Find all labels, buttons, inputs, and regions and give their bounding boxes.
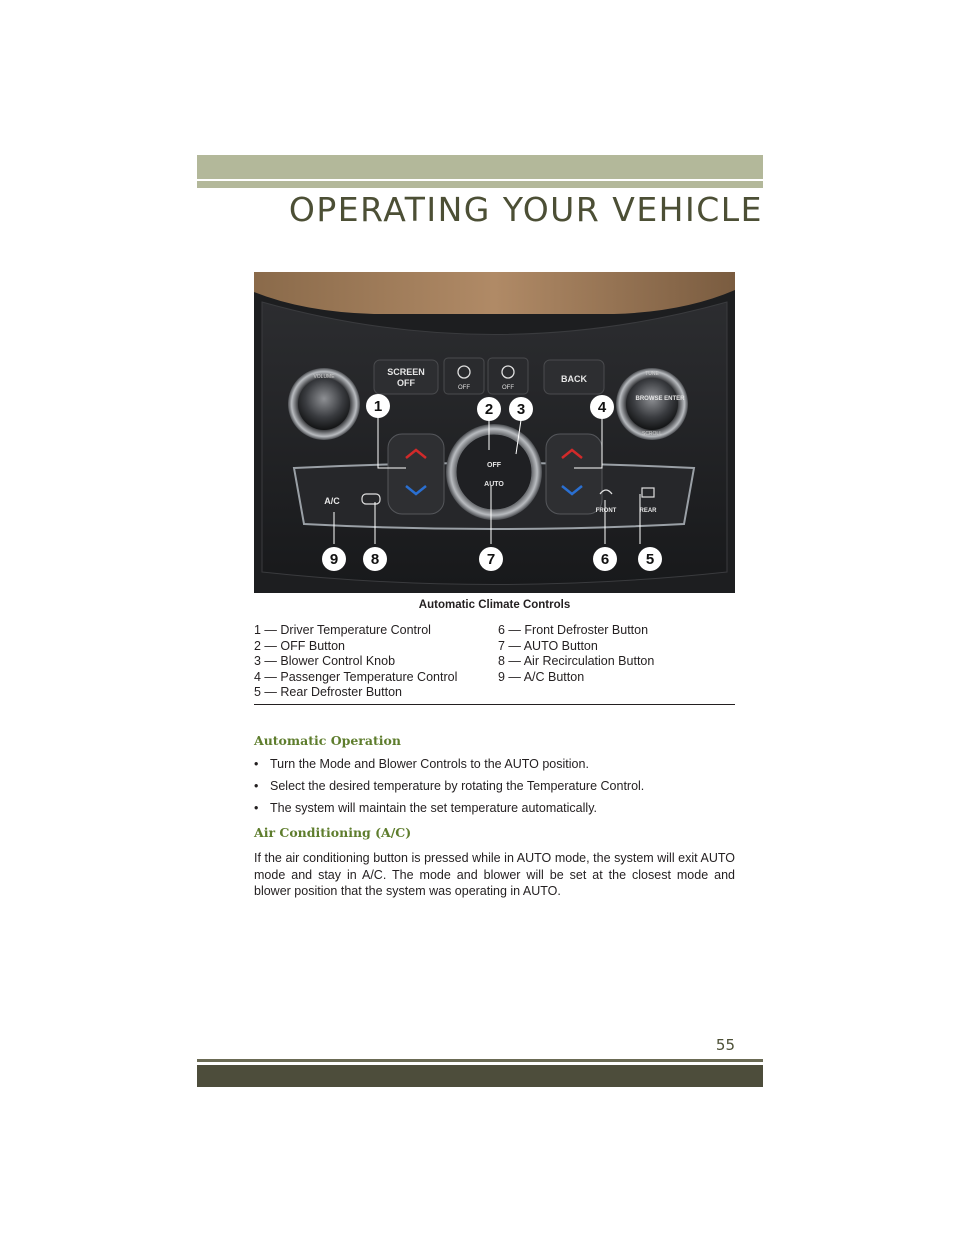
auto-label: AUTO <box>484 481 504 488</box>
svg-text:9: 9 <box>329 551 339 568</box>
header-bar-rule <box>197 181 763 188</box>
legend-column-right <box>498 623 654 685</box>
bullet-item: • The system will maintain the set temperature automatically. <box>254 801 597 815</box>
tune-knob <box>626 378 678 430</box>
footer-bar <box>197 1065 763 1087</box>
svg-text:OFF: OFF <box>458 385 470 391</box>
ac-label: A/C <box>324 496 340 506</box>
svg-text:7: 7 <box>486 551 496 568</box>
svg-text:2: 2 <box>484 401 494 418</box>
legend-item: 5 — Rear Defroster Button <box>254 685 402 699</box>
legend-item: 1 — Driver Temperature Control <box>254 623 431 637</box>
figure-caption: Automatic Climate Controls <box>418 599 571 611</box>
heading-air-conditioning: Air Conditioning (A/C) <box>254 825 412 840</box>
page-number: 55 <box>715 1036 735 1054</box>
legend-divider <box>254 704 735 705</box>
svg-text:1: 1 <box>373 398 383 415</box>
legend-item: 7 — AUTO Button <box>498 638 598 653</box>
air-conditioning-paragraph: If the air conditioning button is pressed while in AUTO mode, the system will exit AUTO mode and stay in A/C. The mode and blower will be set at the closest mode and blower position that the system was operating in AUTO. <box>254 851 735 898</box>
section-title: OPERATING YOUR VEHICLE <box>288 190 763 229</box>
legend-item: 3 — Blower Control Knob <box>254 654 396 668</box>
off-label: OFF <box>487 462 501 469</box>
svg-text:REAR: REAR <box>639 508 657 514</box>
legend-item: 2 — OFF Button <box>254 638 346 653</box>
heading-automatic-operation: Automatic Operation <box>254 733 401 748</box>
legend-item: 9 — A/C Button <box>498 669 585 684</box>
legend-column-left <box>254 623 457 701</box>
svg-text:3: 3 <box>516 401 526 418</box>
back-label: BACK <box>561 374 587 384</box>
legend-item: 6 — Front Defroster Button <box>498 623 649 637</box>
svg-text:BROWSE ENTER: BROWSE ENTER <box>635 396 685 402</box>
bullet-item: • Turn the Mode and Blower Controls to the AUTO position. <box>254 757 589 771</box>
svg-text:TUNE: TUNE <box>645 371 659 377</box>
svg-text:FRONT: FRONT <box>595 508 617 514</box>
svg-text:OFF: OFF <box>502 385 514 391</box>
volume-knob <box>298 378 350 430</box>
svg-text:VOLUME: VOLUME <box>313 374 335 380</box>
svg-text:6: 6 <box>600 551 610 568</box>
legend-item: 8 — Air Recirculation Button <box>498 654 655 668</box>
footer-rule <box>197 1059 763 1062</box>
header-bar <box>197 155 763 179</box>
screen-off-label: SCREEN <box>387 367 425 377</box>
svg-text:4: 4 <box>597 399 607 416</box>
svg-text:SCROLL: SCROLL <box>641 431 663 437</box>
svg-text:OFF: OFF <box>397 378 415 388</box>
svg-text:5: 5 <box>645 551 655 568</box>
svg-text:8: 8 <box>370 551 380 568</box>
bullet-item: • Select the desired temperature by rotating the Temperature Control. <box>254 779 645 793</box>
legend-item: 4 — Passenger Temperature Control <box>254 669 458 684</box>
climate-controls-photo <box>254 272 735 593</box>
